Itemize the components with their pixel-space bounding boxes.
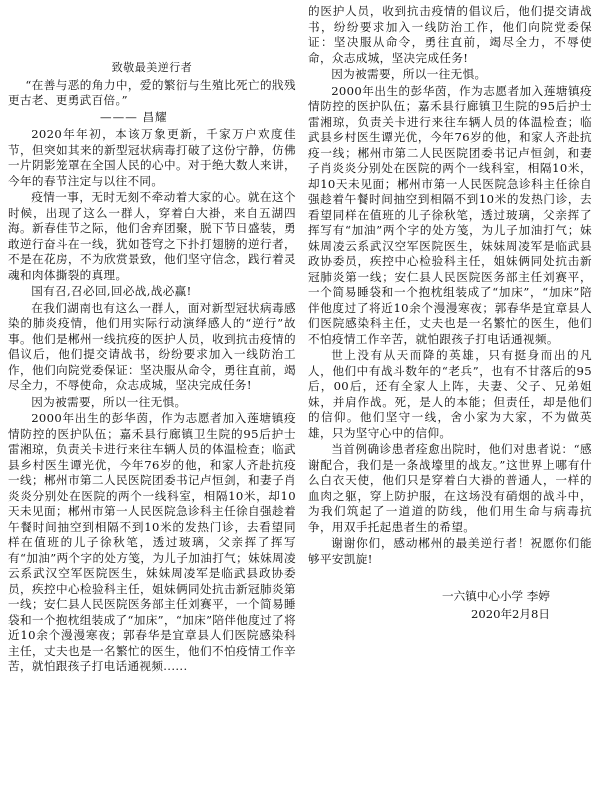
paragraph: 2000年出生的彭华茵，作为志愿者加入莲塘镇疫情防控的医护队伍；嘉禾县行廊镇卫生院的95后护士雷湘琼，负责关卡进行来往车辆人员的体温检查；临武县乡村医生谭光优，今年76岁的他，和家人齐赴抗疫一线；郴州市第二人民医院团委书记卢恒剑，和妻子肖炎炎分别处在医院的两个一线科室，相隔10米，却10天未见面；郴州市第一人民医院急诊科主任徐自强趁着午餐时间抽空到相隔不到10米的发热门诊，去看望同样在值班的儿子徐秋笔，透过玻璃，父亲挥了挥写有“加油”两个字的处方笺，为儿子加油打气；妹妹周凌云系武汉空军医院医生，妹妹周凌军是临武县政协委员，疾控中心检验科主任，姐妹俩同处抗击新冠肺炎第一线；安仁县人民医院医务部主任刘赛平，一个简易睡袋和一个抱枕组装成了“加床”，“加床”陪伴他度过了将近10余个漫漫寒夜；郭春华是宜章县人们医院感染科主任，丈夫也是一名繁忙的医生，他们不怕疫情工作辛苦，就怕跟孩子打电话通视频......	[8, 411, 296, 673]
paragraph: 的医护人员，收到抗击疫情的倡议后，他们提交请战书，纷纷要求加入一线防治工作，他们向院党委保证：坚决服从命令，勇往直前，竭尽全力，不辱使命，众志成城，坚决完成任务!	[308, 4, 592, 65]
right-column	[300, 4, 594, 800]
paragraph: 2020年年初，本该万象更新，千家万户欢度佳节，但突如其来的新型冠状病毒打破了这份宁静，仿佛一片阴影笼罩在全国人民的心中。对于绝大数人来讲，今年的春节注定与以往不同。	[8, 127, 296, 188]
paragraph: 谢谢你们，感动郴州的最美逆行者！祝愿你们能够平安凯旋!	[308, 536, 592, 566]
signature-date: 2020年2月8日	[470, 606, 550, 621]
epigraph-author: ——— 昌耀	[100, 109, 168, 124]
paragraph: 世上没有从天而降的英雄，只有挺身而出的凡人，他们中有战斗数年的“老兵”，也有不甘落后的95后，00后，还有全家人上阵，夫妻、父子、兄弟姐妹，并肩作战。死，是人的本能；但责任，却是他们的信仰。他们坚守一线，舍小家为大家，不为做英雄，只为坚守心中的信仰。	[308, 348, 592, 440]
paragraph: 2000年出生的彭华茵，作为志愿者加入莲塘镇疫情防控的医护队伍；嘉禾县行廊镇卫生院的95后护士雷湘琼，负责关卡进行来往车辆人员的体温检查；临武县乡村医生谭光优，今年76岁的他，和家人齐赴抗疫一线；郴州市第二人民医院团委书记卢恒剑，和妻子肖炎炎分别处在医院的两个一线科室，相隔10米，却10天未见面；郴州市第一人民医院急诊科主任徐自强趁着午餐时间抽空到相隔不到10米的发热门诊，去看望同样在值班的儿子徐秋笔，透过玻璃，父亲挥了挥写有“加油”两个字的处方笺，为儿子加油打气；妹妹周凌云系武汉空军医院医生，妹妹周凌军是临武县政协委员，疾控中心检验科主任，姐妹俩同处抗击新冠肺炎第一线；安仁县人民医院医务部主任刘赛平，一个简易睡袋和一个抱枕组装成了“加床”，“加床”陪伴他度过了将近10余个漫漫寒夜；郭春华是宜章县人们医院感染科主任，丈夫也是一名繁忙的医生，他们不怕疫情工作辛苦，就怕跟孩子打电话通视频。	[308, 83, 592, 346]
left-column	[6, 4, 300, 800]
paragraph: 当首例确诊患者痊愈出院时，他们对患者说：“感谢配合，我们是一条战壕里的战友。”这世界上哪有什么白衣天使，他们只是穿着白大褂的普通人，一样的血肉之躯，穿上防护服，在这场没有硝烟的战斗中，为我们筑起了一道道的防线，他们用生命与病毒抗争，用双手托起患者生的希望。	[308, 442, 592, 534]
signature-block	[308, 589, 592, 622]
epigraph-quote: “在善与恶的角力中，爱的繁衍与生殖比死亡的戕残更古老、更勇武百倍。”	[8, 77, 296, 107]
paragraph: 国有召,召必回,回必战,战必赢!	[31, 284, 192, 298]
article-title: 致敬最美逆行者	[111, 61, 193, 74]
paragraph: 因为被需要，所以一往无惧。	[331, 67, 487, 81]
signature-author: 一六镇中心小学 李婷	[441, 589, 550, 603]
paragraph: 在我们湖南也有这么一群人，面对新型冠状病毒感染的肺炎疫情，他们用实际行动演绎感人的“逆行”故事。他们是郴州一线抗疫的医护人员，收到抗击疫情的倡议后，他们提交请战书，纷纷要求加入一线防治工作，他们向院党委保证：坚决服从命令，勇往直前，竭尽全力，不辱使命，众志成城，坚决完成任务!	[8, 300, 296, 392]
paragraph: 疫情一事，无时无刻不牵动着大家的心。就在这个时候，出现了这么一群人，穿着白大褂，来自五湖四海。新春佳节之际，他们舍弃团聚，脱下节日盛装，勇敢逆行奋斗在一线，犹如苍穹之下扑打翅膀的逆行者，不是在花房，不为欣赏景致，他们坚守信念，践行着灵魂和肉体撕裂的真理。	[8, 190, 296, 282]
paragraph: 因为被需要，所以一往无惧。	[31, 394, 187, 409]
